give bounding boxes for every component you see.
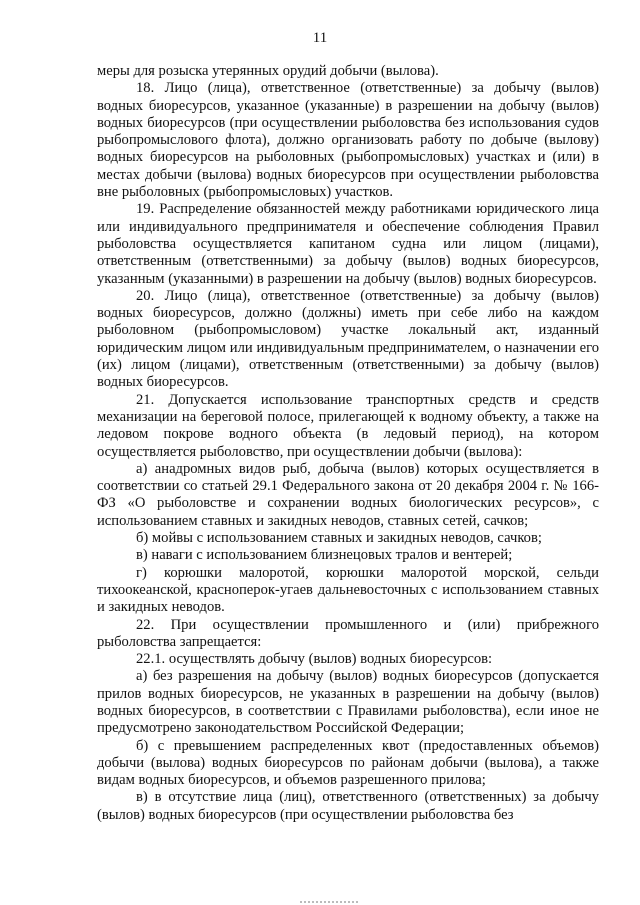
paragraph-22-1-a: а) без разрешения на добычу (вылов) водных биоресурсов (допускается прилов водных биоресурсов, не указанных в разрешении на добычу (вылов) водных биоресурсов, в соответствии с Правилами рыболовства), если иное не предусмотрено законодательством Российской Федерации; [97, 668, 599, 737]
paragraph-22-1-v: в) в отсутствие лица (лиц), ответственного (ответственных) за добычу (вылов) водных биоресурсов (при осуществлении рыболовства без [97, 789, 599, 823]
paragraph-21-g: г) корюшки малоротой, корюшки малоротой морской, сельди тихоокеанской, красноперок-угаев дальневосточных с использованием ставных и закидных неводов. [97, 564, 599, 616]
paragraph-continuation: меры для розыска утерянных орудий добычи (вылова). [97, 63, 439, 79]
paragraph-21-b: б) мойвы с использованием ставных и закидных неводов, сачков; [136, 530, 542, 547]
paragraph-22-1: 22.1. осуществлять добычу (вылов) водных биоресурсов: [136, 651, 493, 668]
paragraph-20: 20. Лицо (лица), ответственное (ответственные) за добычу (вылов) водных биоресурсов, должно (должны) иметь при себе либо на каждом рыболовном (рыбопромысловом) участке локальный акт, изданный юридическим лицом или индивидуальным предпринимателем, о назначении его (их) лицом (лицами), ответственным (ответственными) за добычу (вылов) водных биоресурсов. [97, 287, 599, 391]
scan-edge-mark [300, 901, 360, 903]
paragraph-21: 21. Допускается использование транспортных средств и средств механизации на береговой полосе, прилегающей к водному объекту, а также на ледовом покрове водного объекта (в ледовый период), на котором осуществляется рыболовство, при осуществлении добычи (вылова): [97, 391, 599, 460]
page-number: 11 [312, 30, 328, 46]
paragraph-22: 22. При осуществлении промышленного и (или) прибрежного рыболовства запрещается: [97, 616, 599, 650]
paragraph-21-a: а) анадромных видов рыб, добыча (вылов) которых осуществляется в соответствии со статьей 29.1 Федерального закона от 20 декабря 2004 г. № 166-ФЗ «О рыболовстве и сохранении водных биологических ресурсов», с использованием ставных и закидных неводов, ставных сетей, сачков; [97, 460, 599, 529]
paragraph-22-1-b: б) с превышением распределенных квот (предоставленных объемов) добычи (вылова) водных биоресурсов по районам добычи (вылова), а также видам водных биоресурсов, и объемов разрешенного прилова; [97, 737, 599, 789]
paragraph-18: 18. Лицо (лица), ответственное (ответственные) за добычу (вылов) водных биоресурсов, указанное (указанные) в разрешении на добычу (вылов) водных биоресурсов (при осуществлении рыболовства без использования судов рыбопромыслового флота), должно организовать работу по добыче (вылову) водных биоресурсов на рыболовных (рыбопромысловых) участках и (или) в местах добычи (вылова) водных биоресурсов при осуществлении рыболовства вне рыболовных (рыбопромысловых) участков. [97, 80, 599, 201]
document-body [97, 63, 599, 824]
paragraph-21-v: в) наваги с использованием близнецовых тралов и вентерей; [136, 547, 513, 564]
paragraph-19: 19. Распределение обязанностей между работниками юридического лица или индивидуального предпринимателя и обеспечение соблюдения Правил рыболовства осуществляется капитаном судна или лицом (лицами), ответственным (ответственными) за добычу (вылов) водных биоресурсов, указанным (указанными) в разрешении на добычу (вылов) водных биоресурсов. [97, 201, 599, 287]
